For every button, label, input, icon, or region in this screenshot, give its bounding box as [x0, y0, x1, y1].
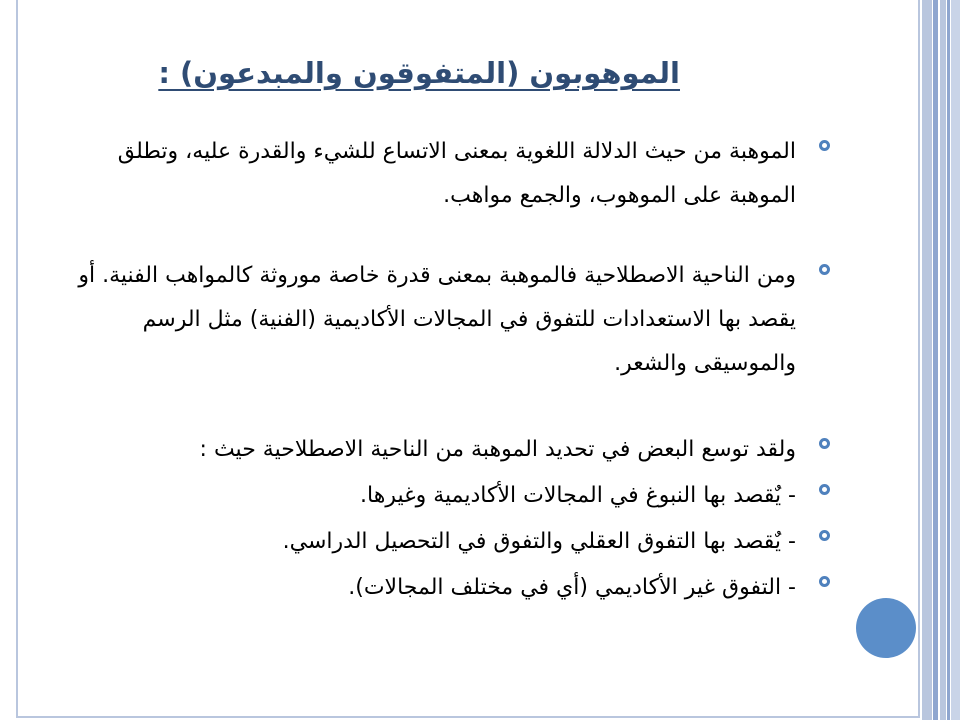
bullet-text: - يٌقصد بها النبوغ في المجالات الأكاديمية وغيرها. — [360, 483, 796, 508]
decorative-stripe — [940, 0, 946, 720]
bullet-icon — [819, 484, 830, 495]
bullet-icon — [819, 140, 830, 151]
bullet-icon — [819, 576, 830, 587]
bullet-text: ولقد توسع البعض في تحديد الموهبة من الناحية الاصطلاحية حيث : — [199, 437, 796, 462]
decorative-stripe — [922, 0, 932, 720]
bullet-icon — [819, 438, 830, 449]
decorative-stripe — [947, 0, 950, 720]
decorative-stripe — [951, 0, 960, 720]
decorative-circle — [856, 598, 916, 658]
bullet-text: - التفوق غير الأكاديمي (أي في مختلف المجالات). — [348, 575, 796, 600]
decorative-stripe — [933, 0, 938, 720]
bullet-text: - يٌقصد بها التفوق العقلي والتفوق في التحصيل الدراسي. — [282, 529, 796, 554]
bullet-icon — [819, 264, 830, 275]
bullet-text: الموهبة من حيث الدلالة اللغوية بمعنى الاتساع للشيء والقدرة عليه، وتطلق الموهبة على الموهوب، والجمع مواهب. — [117, 139, 796, 208]
bullet-text: ومن الناحية الاصطلاحية فالموهبة بمعنى قدرة خاصة موروثة كالمواهب الفنية. أو يقصد بها الاستعدادات للتفوق في المجالات الأكاديمية (الفنية) مثل الرسم والموسيقى والشعر. — [78, 263, 796, 376]
bullet-icon — [819, 530, 830, 541]
slide-title: الموهوبون (المتفوقون والمبدعون) : — [158, 56, 680, 90]
